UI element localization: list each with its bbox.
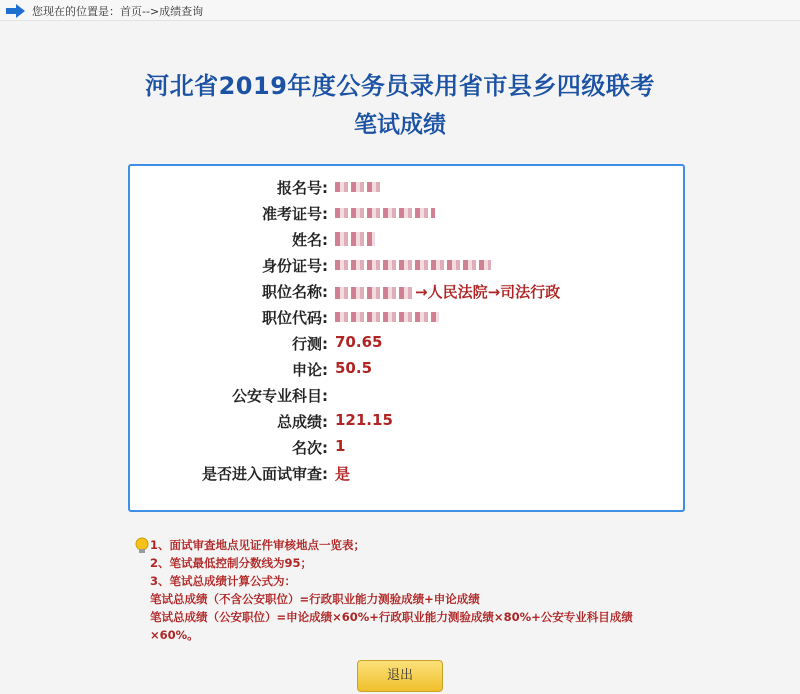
notes xyxy=(150,536,650,644)
arrow-right-icon xyxy=(6,3,26,22)
field-shenlun: 申论: 50.5 xyxy=(292,359,373,379)
note-line: 2、笔试最低控制分数线为95； xyxy=(150,556,313,570)
field-admission-number: 准考证号: xyxy=(130,203,683,227)
field-position-code: 职位代码: xyxy=(130,307,683,331)
note-line: 笔试总成绩（不含公安职位）=行政职业能力测验成绩+申论成绩 xyxy=(150,592,480,606)
field-interview-qualified: 是否进入面试审查: 是 xyxy=(202,465,351,483)
field-rank: 名次: 1 xyxy=(292,437,346,457)
redacted-value xyxy=(335,260,491,270)
field-name: 姓名: xyxy=(130,229,683,253)
field-registration-number: 报名号: xyxy=(130,177,683,201)
note-line: 笔试总成绩（公安职位）=申论成绩×60%+行政职业能力测验成绩×80%+公安专业科目成绩×60%。 xyxy=(150,610,633,642)
exit-button[interactable]: 退出 xyxy=(357,660,443,692)
redacted-value xyxy=(335,208,435,218)
redacted-value xyxy=(335,232,375,246)
field-total-score: 总成绩: 121.15 xyxy=(277,411,393,431)
page-title: 河北省2019年度公务员录用省市县乡四级联考 xyxy=(145,72,655,100)
score-panel xyxy=(128,164,685,512)
field-position-name: 职位名称: →人民法院→司法行政 xyxy=(262,283,561,301)
note-line: 1、面试审查地点见证件审核地点一览表； xyxy=(150,538,365,552)
redacted-value xyxy=(335,182,381,192)
field-xingce: 行测: 70.65 xyxy=(292,333,383,353)
breadcrumb: 您现在的位置是：首页-->成绩查询 xyxy=(32,5,204,18)
field-police-subject: 公安专业科目: xyxy=(232,387,328,405)
lightbulb-icon xyxy=(134,537,150,559)
page-subtitle: 笔试成绩 xyxy=(354,112,446,138)
field-id-number: 身份证号: xyxy=(130,255,683,279)
note-line: 3、笔试总成绩计算公式为： xyxy=(150,574,297,588)
location-bar xyxy=(0,0,800,21)
redacted-value xyxy=(335,312,439,322)
redacted-value xyxy=(335,287,415,299)
